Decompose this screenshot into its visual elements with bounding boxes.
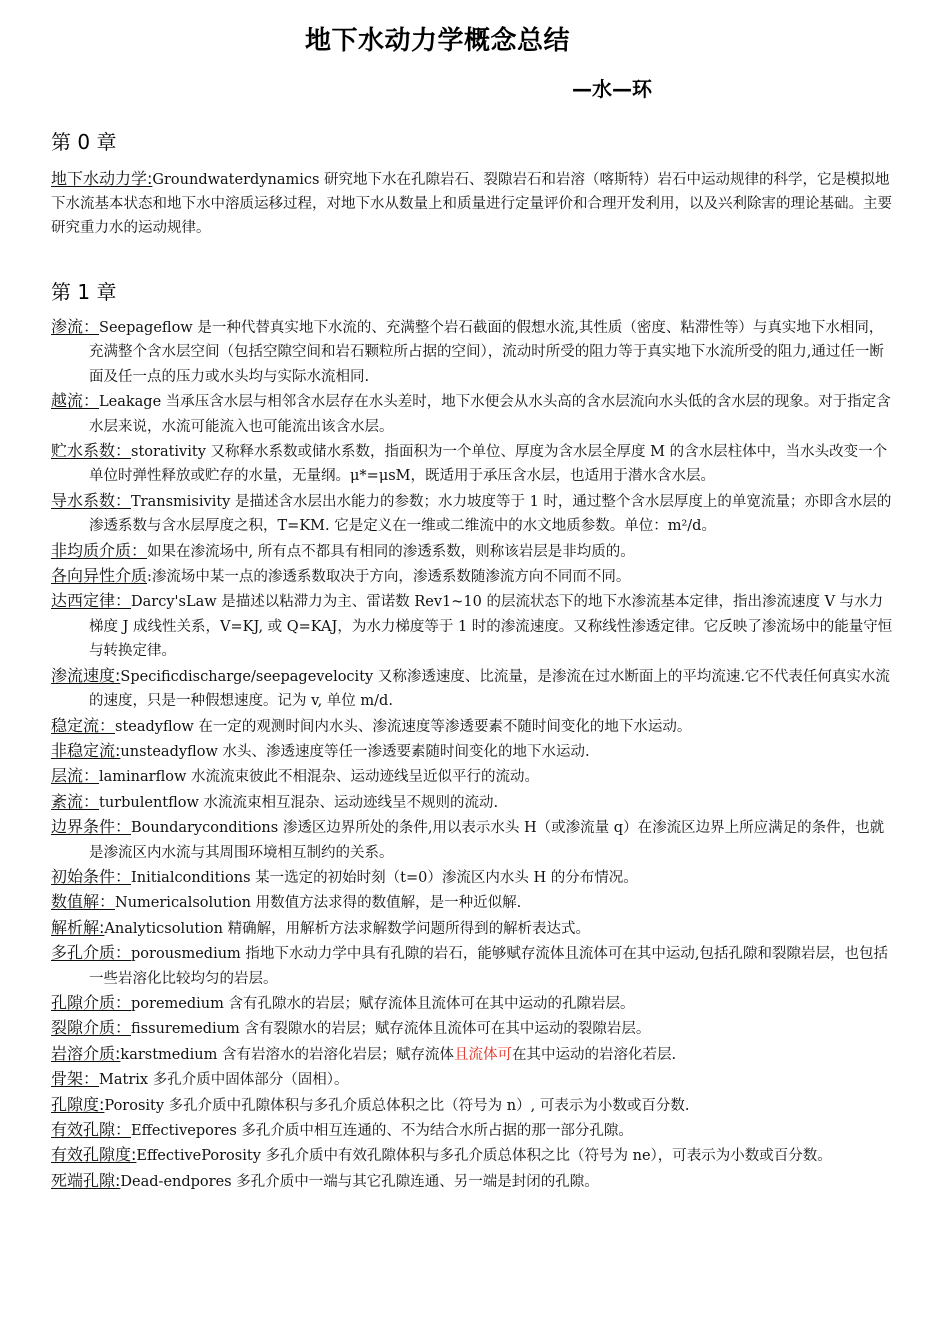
intro-term: 地下水动力学: xyxy=(51,169,153,188)
definition-text: karstmedium 含有岩溶水的岩溶化岩层；赋存流体 xyxy=(120,1046,454,1063)
definition-text: steadyflow 在一定的观测时间内水头、渗流速度等渗透要素不随时间变化的地下水运动。 xyxy=(115,718,692,735)
definition-term: 初始条件： xyxy=(51,866,132,886)
definition-item xyxy=(51,564,896,589)
definition-text: Numericalsolution 用数值方法求得的数值解，是一种近似解. xyxy=(115,895,522,912)
definition-item xyxy=(51,714,896,739)
definition-term: 渗流： xyxy=(51,317,100,336)
document-title: 地下水动力学概念总结 xyxy=(304,26,570,56)
definition-text: Porosity 多孔介质中孔隙体积与多孔介质总体积之比（符号为 n）, 可表示为小数或百分数. xyxy=(104,1097,690,1114)
definition-item xyxy=(51,589,896,663)
definition-item xyxy=(51,1093,896,1118)
definition-term: 非稳定流: xyxy=(51,740,121,760)
author-signature: —水—环 xyxy=(572,77,652,101)
definition-text: Transmisivity 是描述含水层出水能力的参数；水力坡度等于 1 时，通过整个含水层厚度上的单宽流量；亦即含水层的渗透系数与含水层厚度之积，T=KM. 它是定义在一维或二维流中的水文地质参数。单位：m²/d。 xyxy=(89,493,892,535)
definition-text: 如果在渗流场中, 所有点不都具有相同的渗透系数，则称该岩层是非均质的。 xyxy=(147,543,635,560)
definition-text: Specificdischarge/seepagevelocity 又称渗透速度、比流量，是渗流在过水断面上的平均流速.它不代表任何真实水流的速度，只是一种假想速度。记为 v, 单位 m/d. xyxy=(89,668,890,710)
definition-term: 骨架： xyxy=(51,1069,100,1089)
definition-term: 数值解： xyxy=(51,892,116,912)
highlighted-text: 且流体可 xyxy=(453,1046,512,1063)
definition-term: 达西定律： xyxy=(51,591,132,611)
definition-item xyxy=(51,539,896,564)
definition-text: poremedium 含有孔隙水的岩层；赋存流体且流体可在其中运动的孔隙岩层。 xyxy=(131,995,635,1012)
definition-item xyxy=(51,489,896,539)
definition-text: Effectivepores 多孔介质中相互连通的、不为结合水所占据的那一部分孔隙。 xyxy=(131,1123,633,1139)
definition-term: 导水系数： xyxy=(51,490,132,510)
definition-text: unsteadyflow 水头、渗透速度等任一渗透要素随时间变化的地下水运动. xyxy=(120,743,590,760)
definition-term: 多孔介质： xyxy=(51,943,132,963)
definition-text: Initialconditions 某一选定的初始时刻（t=0）渗流区内水头 H 的分布情况。 xyxy=(131,869,638,886)
definition-term: 各向异性介质 xyxy=(51,566,148,586)
definition-term: 渗流速度: xyxy=(51,665,121,685)
definition-term: 层流： xyxy=(51,766,100,786)
chapter-1-heading: 第 1 章 xyxy=(51,280,117,304)
definition-item xyxy=(51,1016,896,1041)
intro-paragraph xyxy=(51,167,896,240)
definition-item xyxy=(51,439,896,489)
definition-term: 边界条件： xyxy=(51,817,132,837)
chapter-0-heading: 第 0 章 xyxy=(51,130,117,154)
definition-item xyxy=(51,991,896,1016)
definition-text: Dead-endpores 多孔介质中一端与其它孔隙连通、另一端是封闭的孔隙。 xyxy=(120,1173,599,1190)
definition-item xyxy=(51,865,896,890)
definition-term: 稳定流： xyxy=(51,715,116,735)
definition-term: 解析解: xyxy=(51,917,105,937)
definition-item xyxy=(51,739,896,764)
definition-item xyxy=(51,664,896,714)
definition-list xyxy=(51,315,896,1194)
definition-text: porousmedium 指地下水动力学中具有孔隙的岩石，能够赋存流体且流体可在其中运动,包括孔隙和裂隙岩层，也包括一些岩溶化比较均匀的岩层。 xyxy=(89,946,889,987)
definition-text: Seepageflow 是一种代替真实地下水流的、充满整个岩石截面的假想水流,其性质（密度、粘滞性等）与真实地下水相同，充满整个含水层空间（包括空隙空间和岩石颗粒所占据的空间），流动时所受的阻力等于真实地下水流所受的阻力,通过任一断面及任一点的压力或水头均与实际水流相同. xyxy=(89,320,884,385)
definition-item xyxy=(51,890,896,915)
definition-text: Leakage 当承压含水层与相邻含水层存在水头差时，地下水便会从水头高的含水层流向水头低的含水层的现象。对于指定含水层来说，水流可能流入也可能流出该含水层。 xyxy=(89,394,891,435)
definition-item xyxy=(51,1118,896,1143)
definition-text: Analyticsolution 精确解，用解析方法求解数学问题所得到的解析表达式。 xyxy=(104,920,591,937)
definition-term: 有效孔隙： xyxy=(51,1120,132,1139)
definition-term: 贮水系数： xyxy=(51,441,132,461)
definition-term: 孔隙度: xyxy=(51,1094,105,1114)
definition-text: laminarflow 水流流束彼此不相混杂、运动迹线呈近似平行的流动。 xyxy=(99,769,540,786)
definition-item xyxy=(51,790,896,815)
definition-term: 越流： xyxy=(51,391,100,411)
definition-text: 在其中运动的岩溶化若层. xyxy=(511,1046,677,1063)
definition-item xyxy=(51,315,896,389)
definition-item xyxy=(51,389,896,439)
definition-term: 非均质介质： xyxy=(51,540,148,560)
definition-item xyxy=(51,916,896,941)
definition-item xyxy=(51,1067,896,1092)
intro-text: Groundwaterdynamics 研究地下水在孔隙岩石、裂隙岩石和岩溶（喀斯特）岩石中运动规律的科学，它是模拟地下水流基本状态和地下水中溶质运移过程，对地下水从数量上和质量进行定量评价和合理开发利用，以及兴利除害的理论基础。主要研究重力水的运动规律。 xyxy=(51,172,892,236)
definition-term: 孔隙介质： xyxy=(51,992,132,1012)
definition-term: 有效孔隙度: xyxy=(51,1145,137,1165)
definition-text: EffectivePorosity 多孔介质中有效孔隙体积与多孔介质总体积之比（符号为 ne），可表示为小数或百分数。 xyxy=(136,1148,832,1165)
definition-item xyxy=(51,941,896,991)
definition-item xyxy=(51,764,896,789)
definition-text: Matrix 多孔介质中固体部分（固相）。 xyxy=(99,1072,349,1089)
definition-text: :渗流场中某一点的渗透系数取决于方向，渗透系数随渗流方向不同而不同。 xyxy=(147,569,631,586)
definition-term: 死端孔隙: xyxy=(51,1170,121,1190)
definition-text: Boundaryconditions 渗透区边界所处的条件,用以表示水头 H（或渗流量 q）在渗流区边界上所应满足的条件，也就是渗流区内水流与其周围环境相互制约的关系。 xyxy=(89,820,885,861)
definition-item xyxy=(51,1169,896,1194)
definition-text: turbulentflow 水流流束相互混杂、运动迹线呈不规则的流动. xyxy=(99,794,499,811)
definition-item xyxy=(51,815,896,865)
definition-item xyxy=(51,1042,896,1067)
definition-term: 紊流： xyxy=(51,791,100,811)
definition-term: 岩溶介质: xyxy=(51,1043,121,1063)
definition-item xyxy=(51,1143,896,1168)
definition-text: Darcy'sLaw 是描述以粘滞力为主、雷诺数 Rev1~10 的层流状态下的地下水渗流基本定律，指出渗流速度 V 与水力梯度 J 成线性关系，V=KJ, 或 Q=KAJ，为水力梯度等于 1 时的渗流速度。又称线性渗透定律。它反映了渗流场中的能量守恒与转换定律。 xyxy=(89,594,893,660)
definition-text: fissuremedium 含有裂隙水的岩层；赋存流体且流体可在其中运动的裂隙岩层。 xyxy=(131,1021,651,1038)
definition-text: storativity 又称释水系数或储水系数，指面积为一个单位、厚度为含水层全厚度 M 的含水层柱体中，当水头改变一个单位时弹性释放或贮存的水量，无量纲。μ*=μsM，既适用于承压含水层，也适用于潜水含水层。 xyxy=(89,444,888,485)
definition-term: 裂隙介质： xyxy=(51,1018,132,1038)
